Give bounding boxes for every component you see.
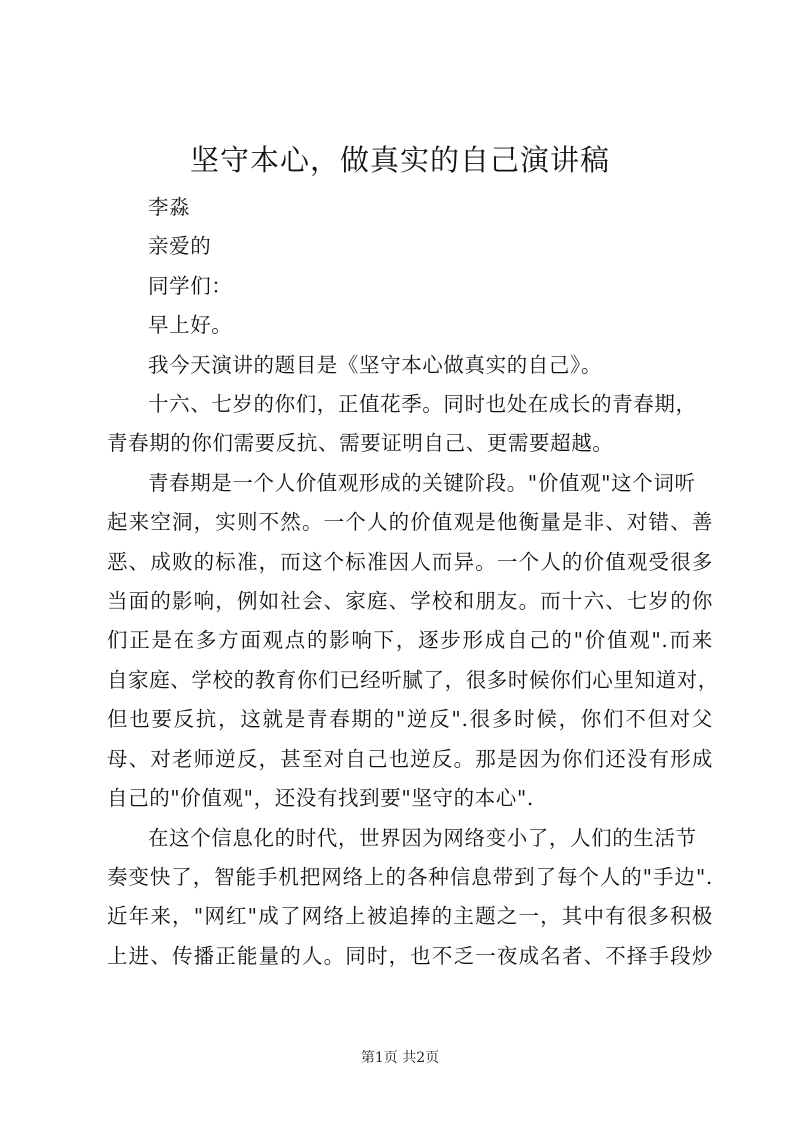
- text-line: 同学们：: [148, 273, 233, 298]
- text-line: 上进、传播正能量的人。同时，也不乏一夜成名者、不择手段炒: [107, 943, 713, 968]
- text-line: 起来空洞，实则不然。一个人的价值观是他衡量是非、对错、善: [107, 510, 713, 535]
- text-line: 我今天演讲的题目是《坚守本心做真实的自己》。: [148, 352, 602, 377]
- text-line: 自己的"价值观"，还没有找到要"坚守的本心".: [107, 786, 535, 811]
- text-line: 但也要反抗，这就是青春期的"逆反".很多时候，你们不但对父: [107, 707, 713, 732]
- text-line: 在这个信息化的时代，世界因为网络变小了，人们的生活节: [148, 825, 697, 850]
- document-body: [107, 188, 719, 976]
- text-line: 母、对老师逆反，甚至对自己也逆反。那是因为你们还没有形成: [107, 746, 713, 771]
- text-line: 近年来，"网红"成了网络上被追捧的主题之一，其中有很多积极: [107, 904, 713, 929]
- text-line: 青春期的你们需要反抗、需要证明自己、更需要超越。: [107, 431, 614, 456]
- text-line: 们正是在多方面观点的影响下，逐步形成自己的"价值观".而来: [107, 628, 713, 653]
- text-line: 亲爱的: [148, 234, 212, 259]
- document-title: 坚守本心，做真实的自己演讲稿: [189, 143, 610, 177]
- text-line: 十六、七岁的你们，正值花季。同时也处在成长的青春期，: [148, 392, 697, 417]
- text-line: 恶、成败的标准，而这个标准因人而异。一个人的价值观受很多: [107, 549, 713, 574]
- text-line: 当面的影响，例如社会、家庭、学校和朋友。而十六、七岁的你: [107, 589, 713, 614]
- text-line: 自家庭、学校的教育你们已经听腻了，很多时候你们心里知道对，: [107, 667, 719, 692]
- page-footer: 第1页 共2页: [360, 1050, 440, 1066]
- text-line: 青春期是一个人价值观形成的关键阶段。"价值观"这个词听: [148, 470, 696, 495]
- text-line: 奏变快了，智能手机把网络上的各种信息带到了每个人的"手边".: [107, 864, 713, 889]
- text-line: 李淼: [148, 195, 191, 219]
- text-line: 早上好。: [148, 313, 233, 338]
